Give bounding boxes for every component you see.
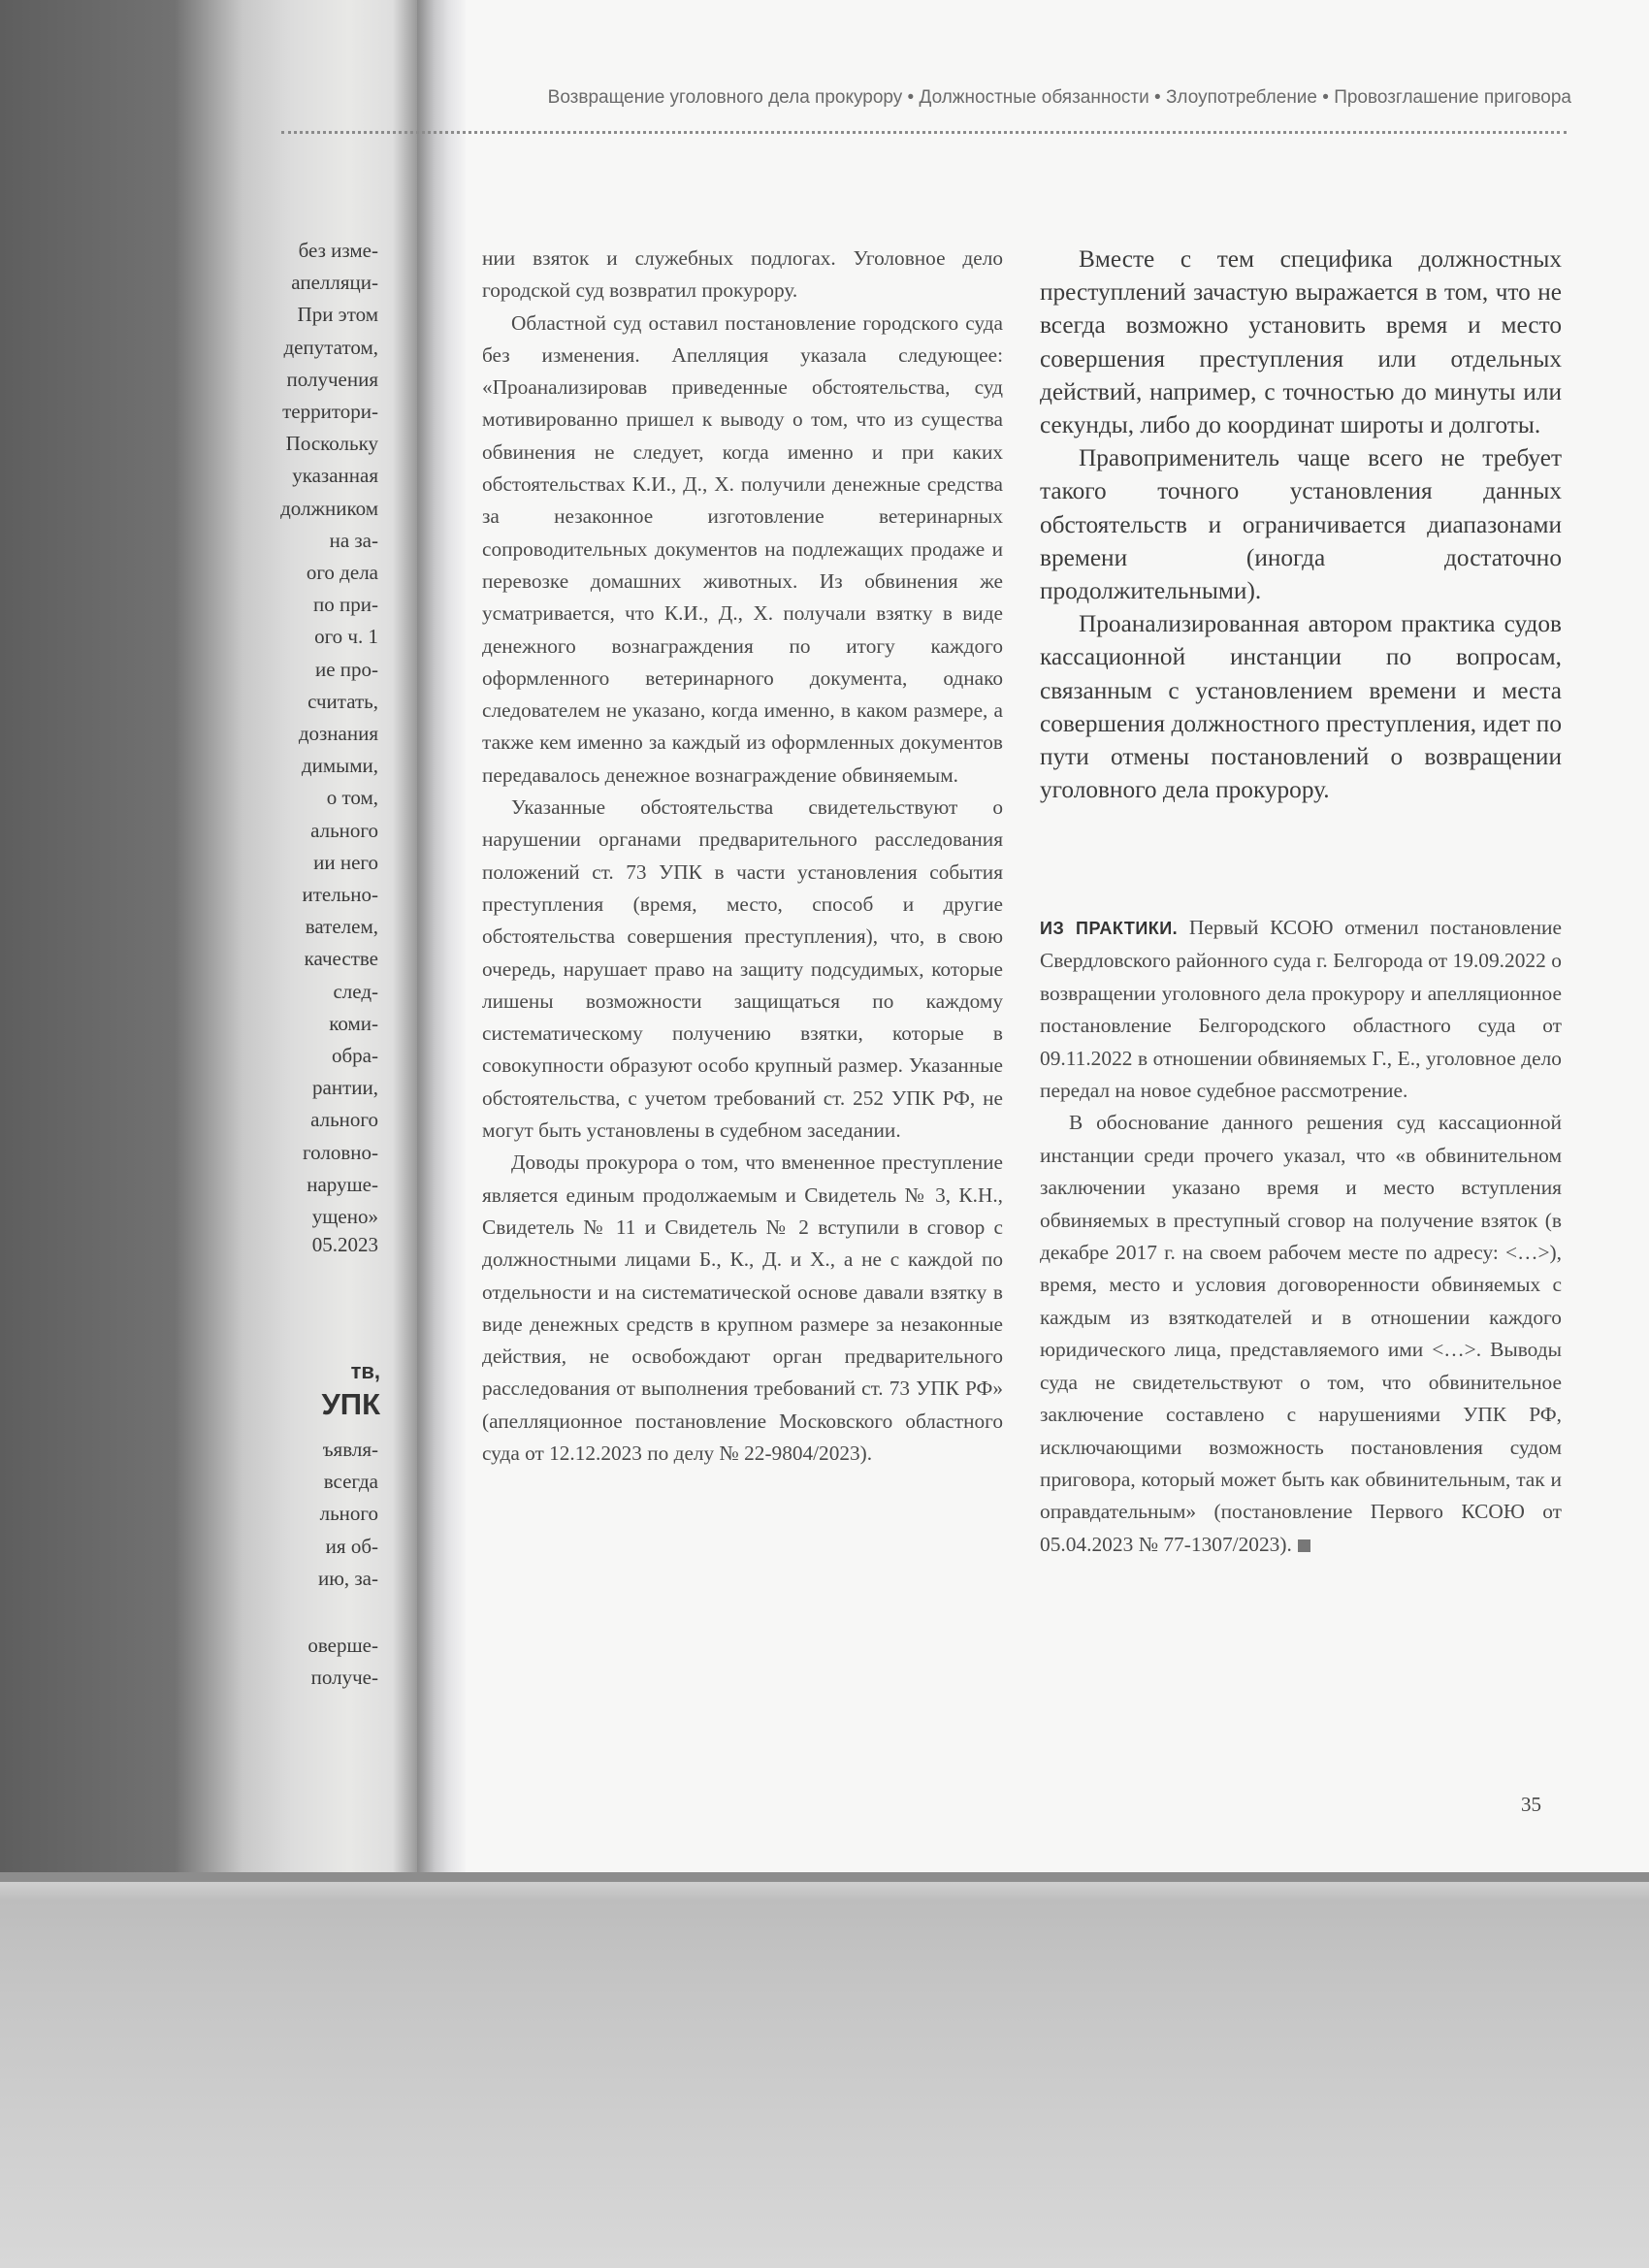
left-page-text-fragment: дознания [298, 722, 378, 745]
left-page-text-fragment: считать, [307, 689, 378, 713]
left-page-text-fragment: ию, за- [317, 1566, 378, 1590]
left-page-heading-fragment: тв, УПК [321, 1359, 380, 1421]
header-dotted-rule [281, 131, 1567, 134]
left-page-text-fragment: ие про- [314, 657, 378, 681]
left-page-text-fragment: территори- [282, 400, 378, 423]
left-page-text-fragment: льного [319, 1502, 378, 1526]
book-spine [417, 0, 466, 1882]
left-page-text-fragment: получения [286, 367, 378, 391]
end-of-article-square-icon [1298, 1539, 1310, 1552]
left-page-text-fragment: Поскольку [285, 432, 378, 456]
left-page-text-fragment: головно- [303, 1140, 378, 1164]
right-text-column-lead [1040, 243, 1562, 806]
left-page-text-fragment: апелляци- [291, 271, 378, 295]
left-text-column [482, 243, 1003, 1470]
left-page-text-fragment: ъявля- [322, 1438, 378, 1461]
scanner-background [0, 1882, 1649, 2268]
left-page-text-fragment: ального [310, 1108, 378, 1132]
practice-body-paragraph [1040, 1107, 1562, 1561]
left-page-text-fragment: ии него [313, 850, 378, 874]
paragraph: Доводы прокурора о том, что вмененное преступление является единым продолжаемым и Свидетель № 3, К.Н., Свидетель № 11 и Свидетель № 2 вступили в сговор с должностными лицами Б., К., Д. и Х., а не с каждой по отдельности и на систематической основе давали взятку в виде денежных средств в крупном размере за незаконные действия, не освобождают орган предварительного расследования от выполнения требований ст. 73 УПК РФ» (апелляционное постановление Московского областного суда от 12.12.2023 по делу № 22-9804/2023). [482, 1150, 1003, 1465]
left-page-text-fragment: след- [333, 979, 378, 1003]
practice-label: ИЗ ПРАКТИКИ. [1040, 919, 1179, 938]
practice-intro-paragraph [1040, 912, 1562, 1107]
paragraph: Указанные обстоятельства свидетельствуют о нарушении органами предварительного расследования положений ст. 73 УПК в части установления события преступления (время, место, способ и другие обстоятельства совершения преступления), что, в свою очередь, нарушает право на защиту подсудимых, которые лишены возможности защищаться по каждому систематическому получению взятки, которые в совокупности образуют особо крупный размер. Указанные обстоятельства, с учетом требований ст. 252 УПК РФ, не могут быть установлены в судебном заседании. [482, 795, 1003, 1143]
left-page-text-fragment: обра- [332, 1044, 378, 1067]
left-page-text-fragment: всегда [323, 1470, 378, 1494]
left-page-text-fragment: о том, [326, 786, 378, 810]
running-header: Возвращение уголовного дела прокурору • Должностные обязанности • Злоупотребление • Провозглашение приговора [547, 87, 1571, 108]
left-page-text-fragment: вателем, [305, 915, 378, 939]
left-page-text-fragment: ального [310, 818, 378, 842]
left-page-text-fragment: депутатом, [283, 335, 378, 359]
left-page-text-fragment: При этом [297, 303, 378, 327]
practice-box [1040, 912, 1562, 1561]
left-page-date-fragment: 05.2023 [311, 1233, 378, 1257]
left-page-text-fragment: без изме- [298, 239, 378, 262]
page-number: 35 [1521, 1793, 1541, 1816]
left-page-text-fragment: рантии, [312, 1076, 378, 1100]
left-page-text-fragment: получе- [310, 1666, 378, 1690]
practice-intro: Первый КСОЮ отменил постановление Свердловского районного суда г. Белгорода от 19.09.2022 о возвращении уголовного дела прокурору и апелляционное постановление Белгородского областного суда от 09.11.2022 в отношении обвиняемых Г., Е., уголовное дело передал на новое судебное рассмотрение. [1040, 916, 1562, 1103]
paragraph: Правоприменитель чаще всего не требует такого точного установления данных обстоятельств и ограничивается диапазонами времени (иногда достаточно продолжительными). [1040, 444, 1562, 605]
left-page-text-fragment: указанная [292, 464, 378, 488]
left-page-text-fragment: оверше- [307, 1634, 378, 1657]
left-page-text-fragment: ительно- [302, 883, 378, 906]
left-page-text-fragment: ого ч. 1 [314, 625, 378, 649]
paragraph: Вместе с тем специфика должностных преступлений зачастую выражается в том, что не всегда возможно установить время и место совершения преступления или отдельных действий, например, с точностью до минуты или секунды, либо до координат широты и долготы. [1040, 245, 1562, 439]
left-page-text-fragment: по при- [313, 593, 378, 617]
left-page-text-fragment: димыми, [301, 754, 378, 778]
left-page-text-fragment: ого дела [306, 561, 378, 584]
left-page-text-fragment: коми- [329, 1011, 378, 1035]
paragraph: Областной суд оставил постановление городского суда без изменения. Апелляция указала следующее: «Проанализировав приведенные обстоятельства, суд мотивированно пришел к выводу о том, что из существа обвинения не следует, когда именно и при каких обстоятельствах К.И., Д., Х. получили денежные средства за незаконное изготовление ветеринарных сопроводительных документов на подлежащих продаже и перевозке домашних животных. Из обвинения же усматривается, что К.И., Д., Х. получали взятку в виде денежного вознаграждения по итогу каждого оформленного ветеринарного документа, однако следователем не указано, когда именно, в каком размере, а также кем именно за каждый из оформленных документов передавалось денежное вознаграждение обвиняемым. [482, 310, 1003, 787]
paragraph: нии взяток и служебных подлогах. Уголовное дело городской суд возвратил прокурору. [482, 246, 1003, 303]
left-page-text-fragment: качестве [304, 947, 378, 971]
left-page-text-fragment: на за- [329, 528, 378, 552]
left-page-text-fragment: наруше- [307, 1172, 378, 1196]
left-page-text-fragment: ия об- [325, 1534, 378, 1558]
left-page-text-fragment: ущено» [311, 1205, 378, 1228]
previous-page-strip [0, 0, 417, 1882]
left-page-text-fragment: должником [280, 496, 378, 520]
paragraph: Проанализированная автором практика судов кассационной инстанции по вопросам, связанным с установлением времени и места совершения должностного преступления, идет по пути отмены постановлений о возвращении уголовного дела прокурору. [1040, 610, 1562, 804]
practice-body: В обоснование данного решения суд кассационной инстанции среди прочего указал, что «в обвинительном заключении указано время и место вступления обвиняемых в преступный сговор на получение взяток (в декабре 2017 г. на своем рабочем месте по адресу: <…>), время, место и условия договоренности обвиняемых с каждым из взяткодателей и в отношении каждого юридического лица, представляемого ими <…>. Выводы суда не свидетельствуют о том, что обвинительное заключение составлено с нарушениями УПК РФ, исключающими возможность постановления судом приговора, который может быть как обвинительным, так и оправдательным» (постановление Первого КСОЮ от 05.04.2023 № 77-1307/2023). [1040, 1111, 1562, 1556]
